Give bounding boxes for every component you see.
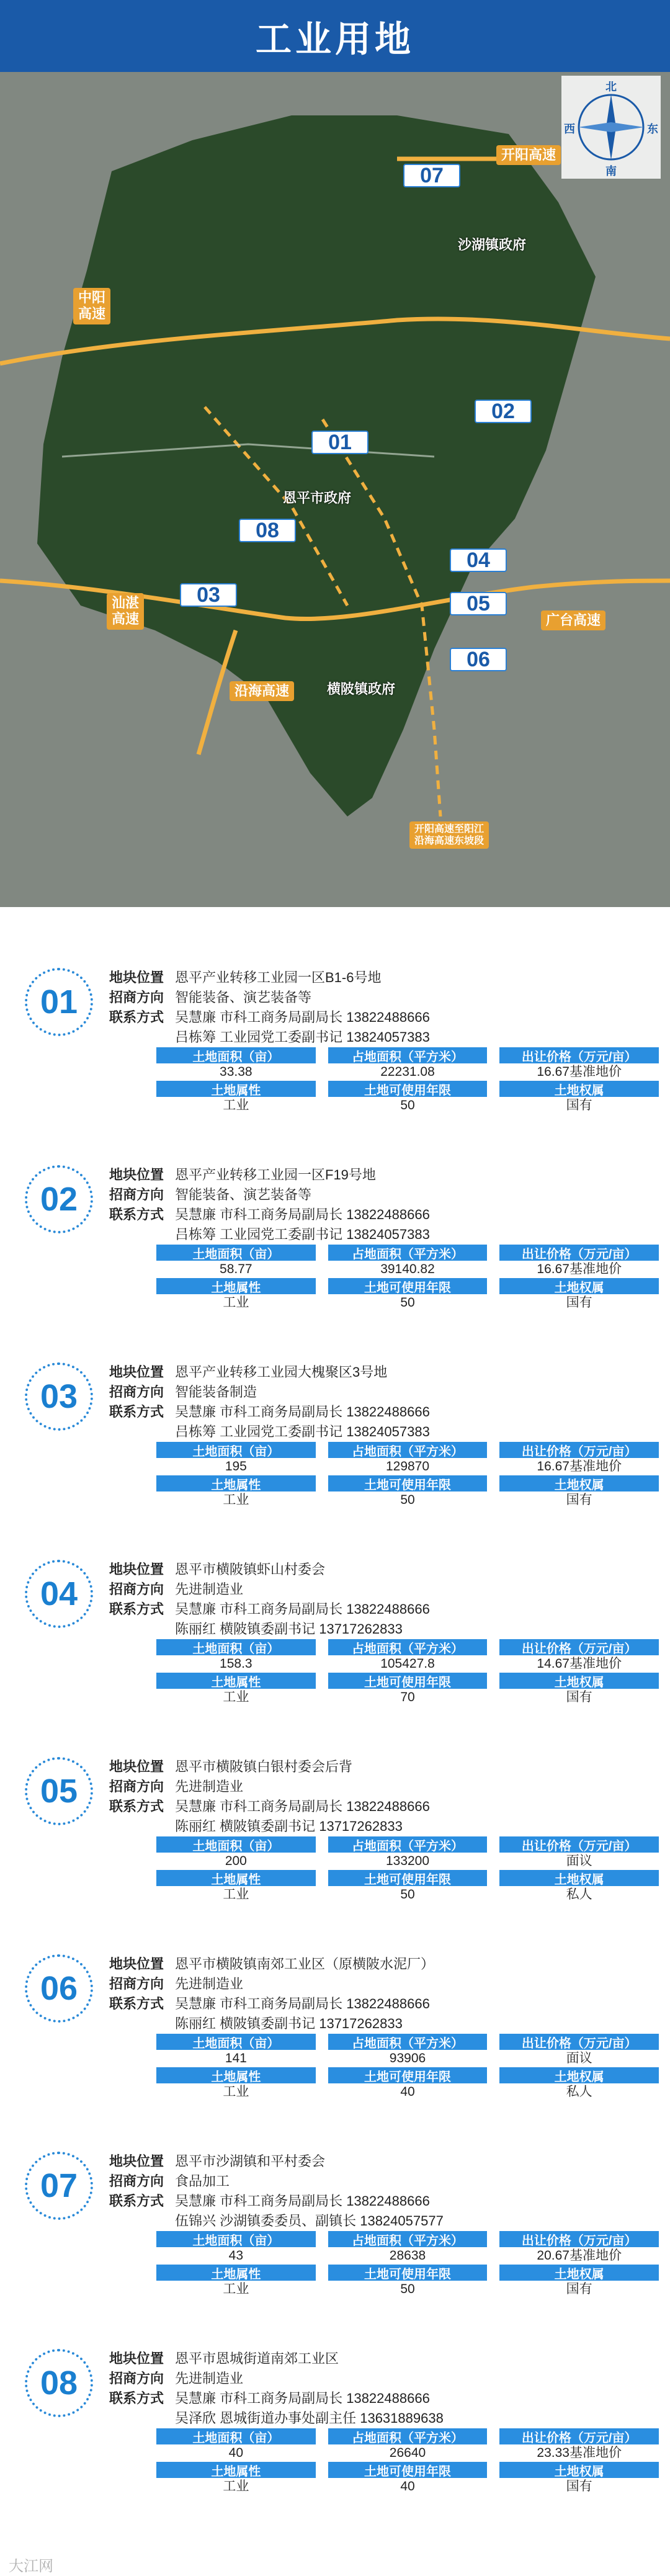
- attr-value: 工业: [223, 1098, 249, 1112]
- rights-value: 国有: [566, 2479, 592, 2493]
- contact-value-2: 吴泽欣 恩城街道办事处副主任 13631889638: [175, 2410, 444, 2426]
- attr-value: 工业: [223, 1887, 249, 1902]
- plot-number-badge: [25, 1757, 93, 1825]
- area-mu-label: 土地面积（亩）: [156, 1442, 316, 1458]
- attr-label: 土地属性: [156, 2462, 316, 2478]
- price-value: 20.67基准地价: [537, 2248, 622, 2263]
- plot-info: [109, 1954, 434, 2034]
- contact-value-2: 吕栋筹 工业园党工委副书记 13824057383: [175, 1424, 430, 1439]
- gov-hengpo: 横陂镇政府: [327, 681, 396, 697]
- price-label: 出让价格（万元/亩）: [499, 1047, 659, 1063]
- rights-label: 土地权属: [499, 1081, 659, 1097]
- plot-stats: [156, 1442, 659, 1509]
- area-mu-label: 土地面积（亩）: [156, 2034, 316, 2050]
- area-m2-value: 26640: [389, 2446, 426, 2460]
- location-key: 地块位置: [109, 1759, 164, 1774]
- contact-value-2: 吕栋筹 工业园党工委副书记 13824057383: [175, 1227, 430, 1242]
- location-value: 恩平产业转移工业园大槐聚区3号地: [175, 1364, 388, 1380]
- years-label: 土地可使用年限: [328, 1870, 488, 1886]
- plot-number-badge: [25, 2152, 93, 2220]
- years-value: 40: [400, 2479, 415, 2493]
- road-tag-yanhai: 沿海高速: [230, 681, 294, 701]
- compass-south: 南: [605, 165, 617, 177]
- rights-value: 国有: [566, 2282, 592, 2296]
- years-value: 50: [400, 2282, 415, 2296]
- plot-number-badge: [25, 1954, 93, 2023]
- contact-key: 联系方式: [109, 1601, 164, 1617]
- years-label: 土地可使用年限: [328, 1475, 488, 1491]
- plot-number-badge: [25, 1560, 93, 1628]
- plot-info: [109, 1165, 430, 1245]
- plot-stats: [156, 2034, 659, 2101]
- area-m2-label: 占地面积（平方米）: [328, 1639, 488, 1655]
- plot-info: [109, 2349, 444, 2428]
- location-key: 地块位置: [109, 1364, 164, 1380]
- compass-east: 东: [647, 123, 658, 135]
- plot-info: [109, 1757, 430, 1836]
- contact-value-1: 吴慧廉 市科工商务局副局长 13822488666: [175, 1207, 430, 1222]
- location-value: 恩平市横陂镇白银村委会后背: [175, 1759, 353, 1774]
- attr-label: 土地属性: [156, 1673, 316, 1689]
- map-area[interactable]: [0, 72, 670, 907]
- plot-number-badge: [25, 2349, 93, 2417]
- contact-value-1: 吴慧廉 市科工商务局副局长 13822488666: [175, 2193, 430, 2209]
- rights-label: 土地权属: [499, 1475, 659, 1491]
- area-m2-value: 105427.8: [380, 1657, 435, 1671]
- attr-value: 工业: [223, 1690, 249, 1704]
- compass-west: 西: [564, 123, 575, 135]
- direction-key: 招商方向: [109, 2371, 164, 2386]
- attr-value: 工业: [223, 1295, 249, 1310]
- rights-label: 土地权属: [499, 1870, 659, 1886]
- plot-number-badge: [25, 968, 93, 1036]
- area-mu-label: 土地面积（亩）: [156, 1047, 316, 1063]
- rights-value: 国有: [566, 1098, 592, 1112]
- watermark: 大江网: [9, 2558, 53, 2575]
- area-mu-value: 58.77: [220, 1262, 252, 1276]
- plot-number-badge: [25, 1165, 93, 1233]
- area-m2-value: 39140.82: [380, 1262, 435, 1276]
- attr-label: 土地属性: [156, 1278, 316, 1294]
- contact-value-1: 吴慧廉 市科工商务局副局长 13822488666: [175, 2390, 430, 2406]
- contact-key: 联系方式: [109, 1207, 164, 1222]
- price-label: 出让价格（万元/亩）: [499, 1442, 659, 1458]
- contact-value-2: 陈丽红 横陂镇委副书记 13717262833: [175, 1621, 403, 1637]
- contact-value-2: 陈丽红 横陂镇委副书记 13717262833: [175, 2016, 403, 2031]
- contact-value-1: 吴慧廉 市科工商务局副局长 13822488666: [175, 1404, 430, 1420]
- price-label: 出让价格（万元/亩）: [499, 2034, 659, 2050]
- location-value: 恩平市横陂镇南郊工业区（原横陂水泥厂）: [175, 1956, 435, 1972]
- years-label: 土地可使用年限: [328, 2265, 488, 2281]
- plot-stats: [156, 1245, 659, 1312]
- plot-number: 02: [40, 1181, 78, 1218]
- price-label: 出让价格（万元/亩）: [499, 1639, 659, 1655]
- map-label-07[interactable]: 07: [403, 164, 460, 187]
- rights-value: 国有: [566, 1295, 592, 1310]
- area-mu-value: 40: [228, 2446, 244, 2460]
- compass-north: 北: [605, 81, 617, 93]
- rights-value: 私人: [566, 1887, 592, 1902]
- contact-key: 联系方式: [109, 1404, 164, 1420]
- price-label: 出让价格（万元/亩）: [499, 1245, 659, 1261]
- area-m2-value: 28638: [389, 2248, 426, 2263]
- location-value: 恩平市恩城街道南郊工业区: [175, 2351, 339, 2366]
- area-mu-label: 土地面积（亩）: [156, 2231, 316, 2247]
- direction-value: 智能装备、演艺装备等: [175, 1187, 312, 1202]
- direction-key: 招商方向: [109, 2173, 164, 2189]
- area-mu-value: 200: [225, 1854, 247, 1868]
- direction-value: 先进制造业: [175, 1976, 244, 1992]
- years-value: 50: [400, 1887, 415, 1902]
- area-mu-value: 195: [225, 1459, 247, 1474]
- road-tag-note: 开阳高速至阳江 沿海高速东坡段: [409, 821, 489, 849]
- map-label-04[interactable]: 04: [450, 548, 507, 572]
- price-label: 出让价格（万元/亩）: [499, 1836, 659, 1853]
- map-label-01[interactable]: 01: [311, 431, 368, 454]
- contact-value-2: 吕栋筹 工业园党工委副书记 13824057383: [175, 1029, 430, 1045]
- plot-number: 08: [40, 2364, 78, 2402]
- area-mu-label: 土地面积（亩）: [156, 1639, 316, 1655]
- area-m2-label: 占地面积（平方米）: [328, 1047, 488, 1063]
- years-label: 土地可使用年限: [328, 1278, 488, 1294]
- price-value: 14.67基准地价: [537, 1657, 622, 1671]
- plot-stats: [156, 1836, 659, 1903]
- attr-value: 工业: [223, 2282, 249, 2296]
- rights-label: 土地权属: [499, 1673, 659, 1689]
- direction-value: 先进制造业: [175, 1779, 244, 1794]
- attr-label: 土地属性: [156, 1870, 316, 1886]
- map-label-02[interactable]: 02: [475, 400, 532, 423]
- area-m2-value: 129870: [385, 1459, 430, 1474]
- plot-stats: [156, 1639, 659, 1706]
- location-key: 地块位置: [109, 1956, 164, 1972]
- area-mu-label: 土地面积（亩）: [156, 1245, 316, 1261]
- location-value: 恩平市沙湖镇和平村委会: [175, 2153, 326, 2169]
- area-m2-label: 占地面积（平方米）: [328, 2428, 488, 2444]
- attr-value: 工业: [223, 2085, 249, 2099]
- direction-key: 招商方向: [109, 1187, 164, 1202]
- price-value: 16.67基准地价: [537, 1459, 622, 1474]
- area-m2-label: 占地面积（平方米）: [328, 1836, 488, 1853]
- years-label: 土地可使用年限: [328, 1081, 488, 1097]
- location-key: 地块位置: [109, 1167, 164, 1183]
- contact-value-1: 吴慧廉 市科工商务局副局长 13822488666: [175, 1009, 430, 1025]
- contact-value-1: 吴慧廉 市科工商务局副局长 13822488666: [175, 1996, 430, 2011]
- gov-shahu: 沙湖镇政府: [458, 237, 527, 253]
- direction-value: 食品加工: [175, 2173, 230, 2189]
- road-tag-zhongyang: 中阳 高速: [73, 288, 110, 324]
- rights-value: 国有: [566, 1493, 592, 1507]
- road-tag-xingkai: 开阳高速: [496, 145, 561, 165]
- attr-value: 工业: [223, 1493, 249, 1507]
- page-title: 工业用地: [255, 19, 414, 60]
- contact-key: 联系方式: [109, 1009, 164, 1025]
- area-m2-label: 占地面积（平方米）: [328, 2231, 488, 2247]
- page-header: [0, 0, 670, 72]
- location-value: 恩平产业转移工业园一区F19号地: [175, 1167, 376, 1183]
- location-value: 恩平产业转移工业园一区B1-6号地: [175, 970, 382, 985]
- price-label: 出让价格（万元/亩）: [499, 2231, 659, 2247]
- location-key: 地块位置: [109, 1562, 164, 1577]
- plot-stats: [156, 2231, 659, 2298]
- area-m2-label: 占地面积（平方米）: [328, 1245, 488, 1261]
- price-value: 23.33基准地价: [537, 2446, 622, 2460]
- price-label: 出让价格（万元/亩）: [499, 2428, 659, 2444]
- attr-label: 土地属性: [156, 1475, 316, 1491]
- price-value: 16.67基准地价: [537, 1262, 622, 1276]
- contact-key: 联系方式: [109, 2193, 164, 2209]
- plot-number: 03: [40, 1378, 78, 1415]
- compass: [561, 76, 661, 179]
- years-value: 40: [400, 2085, 415, 2099]
- rights-value: 私人: [566, 2085, 592, 2099]
- plot-info: [109, 2152, 444, 2231]
- rights-label: 土地权属: [499, 2462, 659, 2478]
- contact-value-1: 吴慧廉 市科工商务局副局长 13822488666: [175, 1799, 430, 1814]
- direction-key: 招商方向: [109, 1581, 164, 1597]
- location-key: 地块位置: [109, 970, 164, 985]
- area-m2-value: 22231.08: [380, 1065, 435, 1079]
- plot-info: [109, 1362, 430, 1442]
- plot-number: 06: [40, 1970, 78, 2007]
- contact-value-2: 伍锦兴 沙湖镇委委员、副镇长 13824057577: [175, 2213, 444, 2229]
- price-value: 面议: [566, 1854, 592, 1868]
- plot-stats: [156, 2428, 659, 2495]
- area-m2-label: 占地面积（平方米）: [328, 1442, 488, 1458]
- area-mu-value: 158.3: [220, 1657, 252, 1671]
- price-value: 16.67基准地价: [537, 1065, 622, 1079]
- rights-value: 国有: [566, 1690, 592, 1704]
- location-value: 恩平市横陂镇虾山村委会: [175, 1562, 326, 1577]
- rights-label: 土地权属: [499, 2265, 659, 2281]
- contact-key: 联系方式: [109, 1996, 164, 2011]
- plot-info: [109, 1560, 430, 1639]
- direction-value: 智能装备制造: [175, 1384, 257, 1400]
- map-label-05[interactable]: 05: [450, 592, 507, 615]
- location-key: 地块位置: [109, 2351, 164, 2366]
- area-mu-value: 141: [225, 2051, 247, 2065]
- direction-key: 招商方向: [109, 1384, 164, 1400]
- attr-value: 工业: [223, 2479, 249, 2493]
- years-value: 50: [400, 1493, 415, 1507]
- map-label-06[interactable]: 06: [450, 648, 507, 671]
- plot-number: 07: [40, 2167, 78, 2204]
- direction-value: 先进制造业: [175, 2371, 244, 2386]
- area-m2-value: 93906: [389, 2051, 426, 2065]
- area-mu-value: 43: [228, 2248, 244, 2263]
- direction-value: 智能装备、演艺装备等: [175, 990, 312, 1005]
- plot-number: 01: [40, 983, 78, 1021]
- years-value: 50: [400, 1295, 415, 1310]
- price-value: 面议: [566, 2051, 592, 2065]
- area-m2-value: 133200: [385, 1854, 430, 1868]
- years-value: 70: [400, 1690, 415, 1704]
- location-key: 地块位置: [109, 2153, 164, 2169]
- map-label-08[interactable]: 08: [239, 519, 296, 542]
- contact-value-2: 陈丽红 横陂镇委副书记 13717262833: [175, 1818, 403, 1834]
- rights-label: 土地权属: [499, 2067, 659, 2083]
- attr-label: 土地属性: [156, 1081, 316, 1097]
- map-label-03[interactable]: 03: [180, 583, 237, 607]
- contact-value-1: 吴慧廉 市科工商务局副局长 13822488666: [175, 1601, 430, 1617]
- area-mu-label: 土地面积（亩）: [156, 2428, 316, 2444]
- road-tag-guangtai: 广台高速: [541, 610, 605, 630]
- contact-key: 联系方式: [109, 1799, 164, 1814]
- attr-label: 土地属性: [156, 2067, 316, 2083]
- direction-key: 招商方向: [109, 1779, 164, 1794]
- years-label: 土地可使用年限: [328, 1673, 488, 1689]
- attr-label: 土地属性: [156, 2265, 316, 2281]
- rights-label: 土地权属: [499, 1278, 659, 1294]
- gov-enping: 恩平市政府: [283, 490, 352, 506]
- plot-info: [109, 968, 430, 1047]
- direction-value: 先进制造业: [175, 1581, 244, 1597]
- road-tag-shantai: 汕湛 高速: [107, 593, 144, 630]
- years-label: 土地可使用年限: [328, 2067, 488, 2083]
- area-mu-label: 土地面积（亩）: [156, 1836, 316, 1853]
- plot-number: 04: [40, 1575, 78, 1612]
- plot-number: 05: [40, 1773, 78, 1810]
- years-label: 土地可使用年限: [328, 2462, 488, 2478]
- plot-number-badge: [25, 1362, 93, 1431]
- contact-key: 联系方式: [109, 2390, 164, 2406]
- plot-stats: [156, 1047, 659, 1114]
- direction-key: 招商方向: [109, 1976, 164, 1992]
- years-value: 50: [400, 1098, 415, 1112]
- area-m2-label: 占地面积（平方米）: [328, 2034, 488, 2050]
- area-mu-value: 33.38: [220, 1065, 252, 1079]
- direction-key: 招商方向: [109, 990, 164, 1005]
